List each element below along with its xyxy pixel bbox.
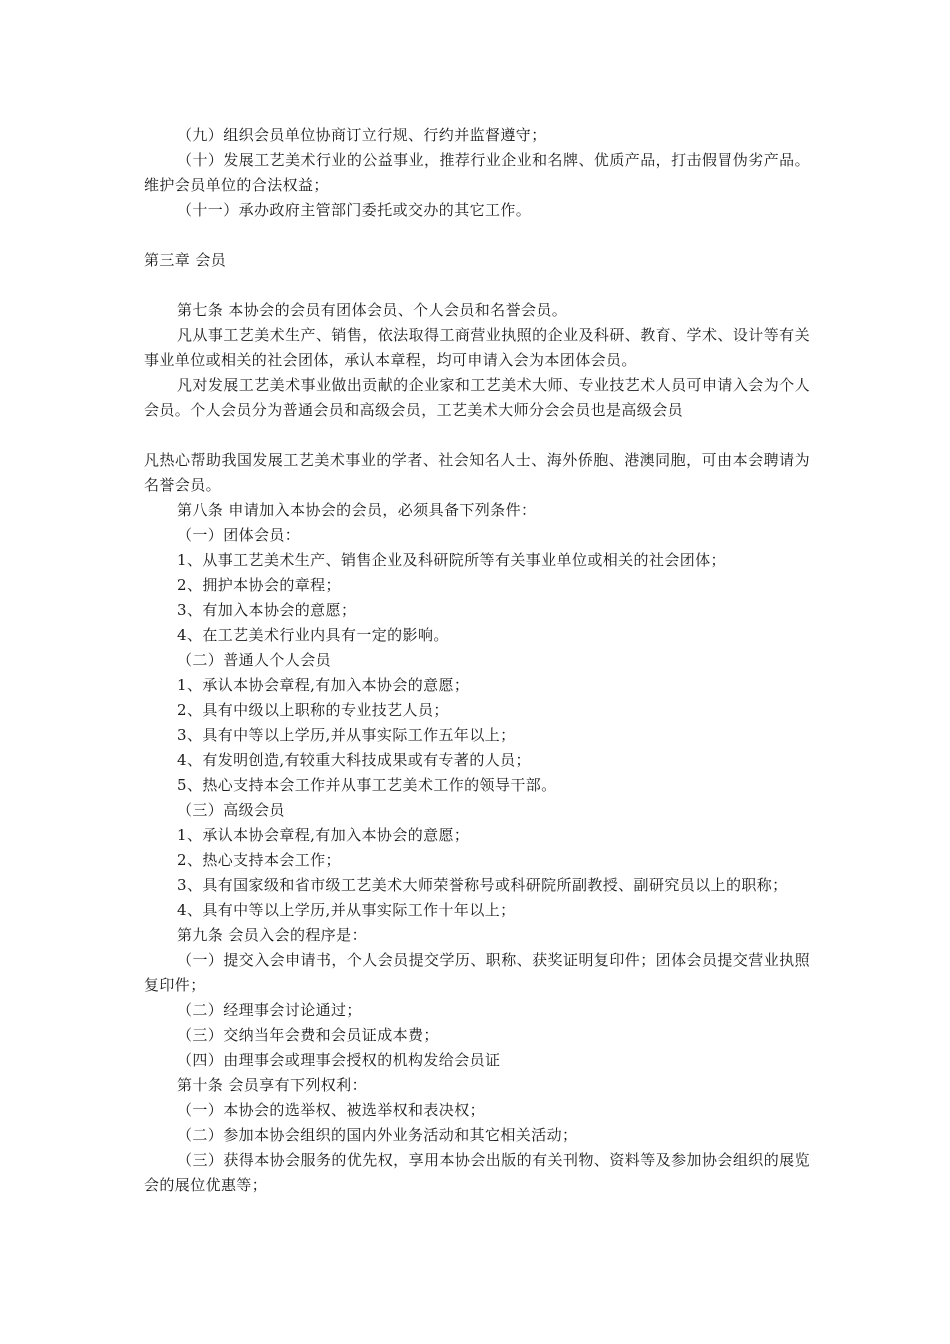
paragraph-item-9: （九）组织会员单位协商订立行规、行约并监督遵守；: [177, 126, 547, 144]
paragraph-item-11: （十一）承办政府主管部门委托或交办的其它工作。: [177, 201, 532, 219]
procedure-3: （三）交纳当年会费和会员证成本费；: [177, 1026, 439, 1044]
senior-condition-4: 4、具有中等以上学历,并从事实际工作十年以上；: [177, 901, 516, 919]
article-8: 第八条 申请加入本协会的会员，必须具备下列条件：: [177, 501, 537, 519]
article-7: 第七条 本协会的会员有团体会员、个人会员和名誉会员。: [177, 301, 568, 319]
section-group-members: （一）团体会员：: [177, 526, 301, 544]
ordinary-condition-4: 4、有发明创造,有较重大科技成果或有专著的人员；: [177, 751, 531, 769]
blank-line: [144, 273, 810, 298]
procedure-2: （二）经理事会讨论通过；: [177, 1001, 362, 1019]
right-1: （一）本协会的选举权、被选举权和表决权；: [177, 1101, 486, 1119]
procedure-1: （一）提交入会申请书，个人会员提交学历、职称、获奖证明复印件；团体会员提交营业执照复印件；: [144, 951, 810, 994]
ordinary-condition-1: 1、承认本协会章程,有加入本协会的意愿；: [177, 676, 470, 694]
ordinary-condition-2: 2、具有中级以上职称的专业技艺人员；: [177, 701, 449, 719]
senior-condition-3: 3、具有国家级和省市级工艺美术大师荣誉称号或科研院所副教授、副研究员以上的职称；: [177, 876, 788, 894]
blank-line: [144, 423, 810, 448]
ordinary-condition-5: 5、热心支持本会工作并从事工艺美术工作的领导干部。: [177, 776, 557, 794]
group-condition-2: 2、拥护本协会的章程；: [177, 576, 341, 594]
group-condition-1: 1、从事工艺美术生产、销售企业及科研院所等有关事业单位或相关的社会团体；: [177, 551, 726, 569]
senior-condition-1: 1、承认本协会章程,有加入本协会的意愿；: [177, 826, 470, 844]
chapter-heading: 第三章 会员: [144, 251, 227, 269]
article-9: 第九条 会员入会的程序是：: [177, 926, 367, 944]
ordinary-condition-3: 3、具有中等以上学历,并从事实际工作五年以上；: [177, 726, 516, 744]
group-condition-4: 4、在工艺美术行业内具有一定的影响。: [177, 626, 449, 644]
section-senior-members: （三）高级会员: [177, 801, 285, 819]
procedure-4: （四）由理事会或理事会授权的机构发给会员证: [177, 1051, 501, 1069]
blank-line: [144, 223, 810, 248]
section-ordinary-members: （二）普通人个人会员: [177, 651, 332, 669]
document-body: [144, 123, 810, 1198]
individual-member-paragraph: 凡对发展工艺美术事业做出贡献的企业家和工艺美术大师、专业技艺术人员可申请入会为个人会员。个人会员分为普通会员和高级会员，工艺美术大师分会会员也是高级会员: [144, 376, 810, 419]
article-10: 第十条 会员享有下列权利：: [177, 1076, 367, 1094]
paragraph-item-10: （十）发展工艺美术行业的公益事业，推荐行业企业和名牌、优质产品，打击假冒伪劣产品。维护会员单位的合法权益；: [144, 151, 810, 194]
right-3: （三）获得本协会服务的优先权，享用本协会出版的有关刊物、资料等及参加协会组织的展览会的展位优惠等；: [144, 1151, 810, 1194]
group-condition-3: 3、有加入本协会的意愿；: [177, 601, 357, 619]
right-2: （二）参加本协会组织的国内外业务活动和其它相关活动；: [177, 1126, 578, 1144]
senior-condition-2: 2、热心支持本会工作；: [177, 851, 341, 869]
honorary-member-paragraph: 凡热心帮助我国发展工艺美术事业的学者、社会知名人士、海外侨胞、港澳同胞，可由本会聘请为名誉会员。: [144, 451, 810, 494]
group-member-paragraph: 凡从事工艺美术生产、销售，依法取得工商营业执照的企业及科研、教育、学术、设计等有关事业单位或相关的社会团体，承认本章程，均可申请入会为本团体会员。: [144, 326, 810, 369]
